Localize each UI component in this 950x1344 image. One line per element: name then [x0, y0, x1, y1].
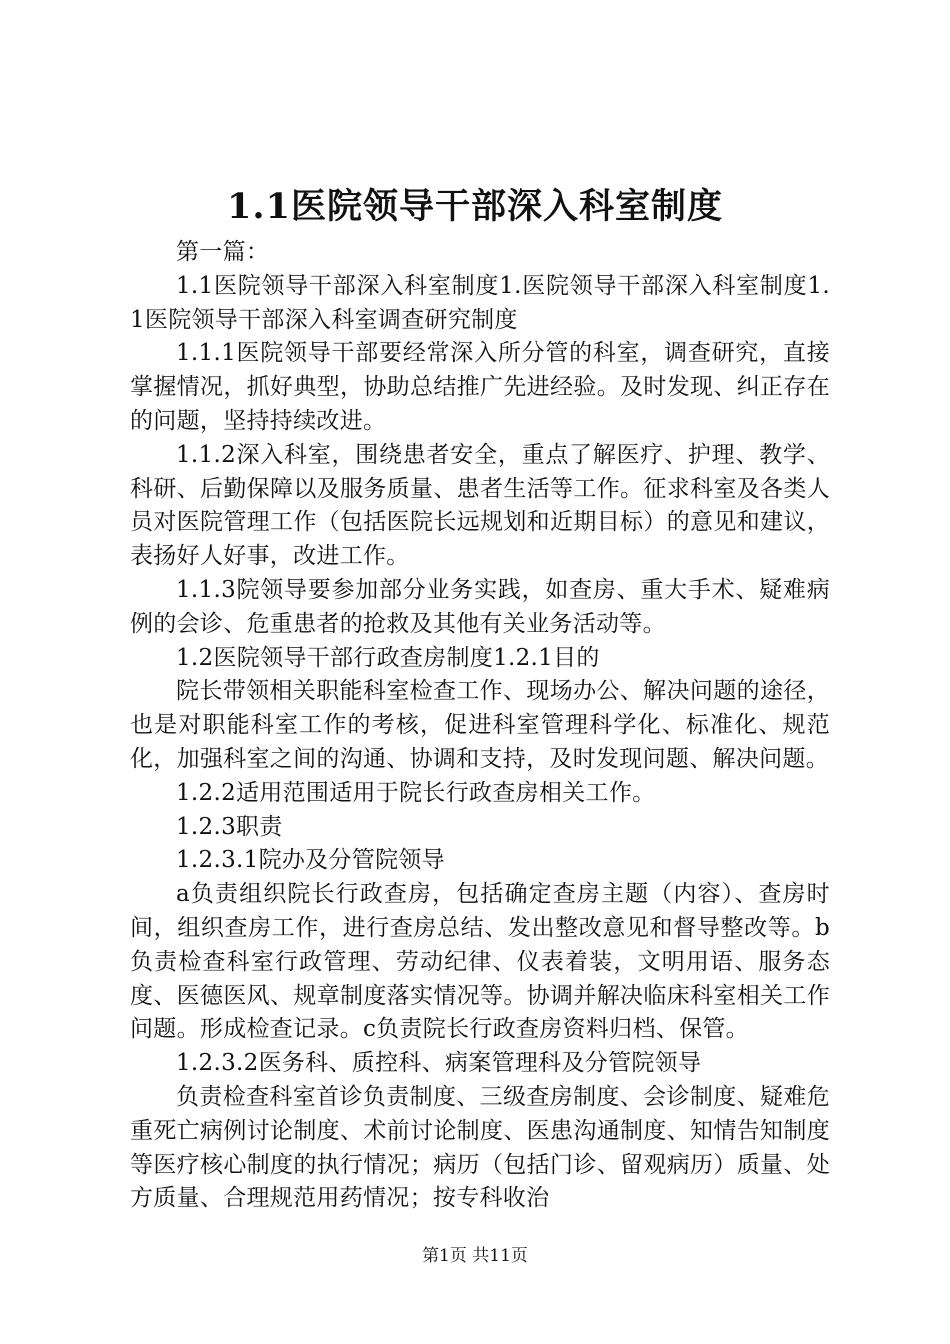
paragraph-13: 负责检查科室首诊负责制度、三级查房制度、会诊制度、疑难危重死亡病例讨论制度、术前讨论制度、医患沟通制度、知情告知制度等医疗核心制度的执行情况；病历（包括门诊、留观病历）质量、处方质量、合理规范用药情况；按专科收治: [130, 1083, 830, 1212]
paragraph-11: a负责组织院长行政查房，包括确定查房主题（内容）、查房时间，组织查房工作，进行查房总结、发出整改意见和督导整改等。b负责检查科室行政管理、劳动纪律、仪表着装，文明用语、服务态度、医德医风、规章制度落实情况等。协调并解决临床科室相关工作问题。形成检查记录。c负责院长行政查房资料归档、保管。: [130, 881, 830, 1043]
section-heading-1-2-3: 1.2.3职责: [176, 813, 283, 840]
document-body: [130, 236, 830, 1216]
section-heading-1-2-2: 1.2.2适用范围适用于院长行政查房相关工作。: [176, 779, 656, 806]
section-heading-1-2-3-2: 1.2.3.2医务科、质控科、病案管理科及分管院领导: [176, 1050, 702, 1077]
paragraph-4: 1.1.2深入科室，围绕患者安全，重点了解医疗、护理、教学、科研、后勤保障以及服务质量、患者生活等工作。征求科室及各类人员对医院管理工作（包括医院长远规划和近期目标）的意见和建议，表扬好人好事，改进工作。: [130, 441, 830, 570]
section-heading-1-2: 1.2医院领导干部行政查房制度1.2.1目的: [176, 644, 600, 671]
paragraph-3: 1.1.1医院领导干部要经常深入所分管的科室，调查研究，直接掌握情况，抓好典型，协助总结推广先进经验。及时发现、纠正存在的问题，坚持持续改进。: [130, 340, 830, 434]
paragraph-7: 院长带领相关职能科室检查工作、现场办公、解决问题的途径，也是对职能科室工作的考核，促进科室管理科学化、标准化、规范化，加强科室之间的沟通、协调和支持，及时发现问题、解决问题。: [130, 678, 830, 772]
paragraph-1: 第一篇：: [176, 239, 270, 265]
document-title: 1.1医院领导干部深入科室制度: [227, 186, 723, 227]
paragraph-2: 1.1医院领导干部深入科室制度1.医院领导干部深入科室制度1.1医院领导干部深入科室调查研究制度: [130, 272, 830, 333]
section-heading-1-2-3-1: 1.2.3.1院办及分管院领导: [176, 847, 445, 874]
page-footer: 第1页 共11页: [422, 1246, 528, 1266]
paragraph-5: 1.1.3院领导要参加部分业务实践，如查房、重大手术、疑难病例的会诊、危重患者的抢救及其他有关业务活动等。: [130, 576, 830, 637]
